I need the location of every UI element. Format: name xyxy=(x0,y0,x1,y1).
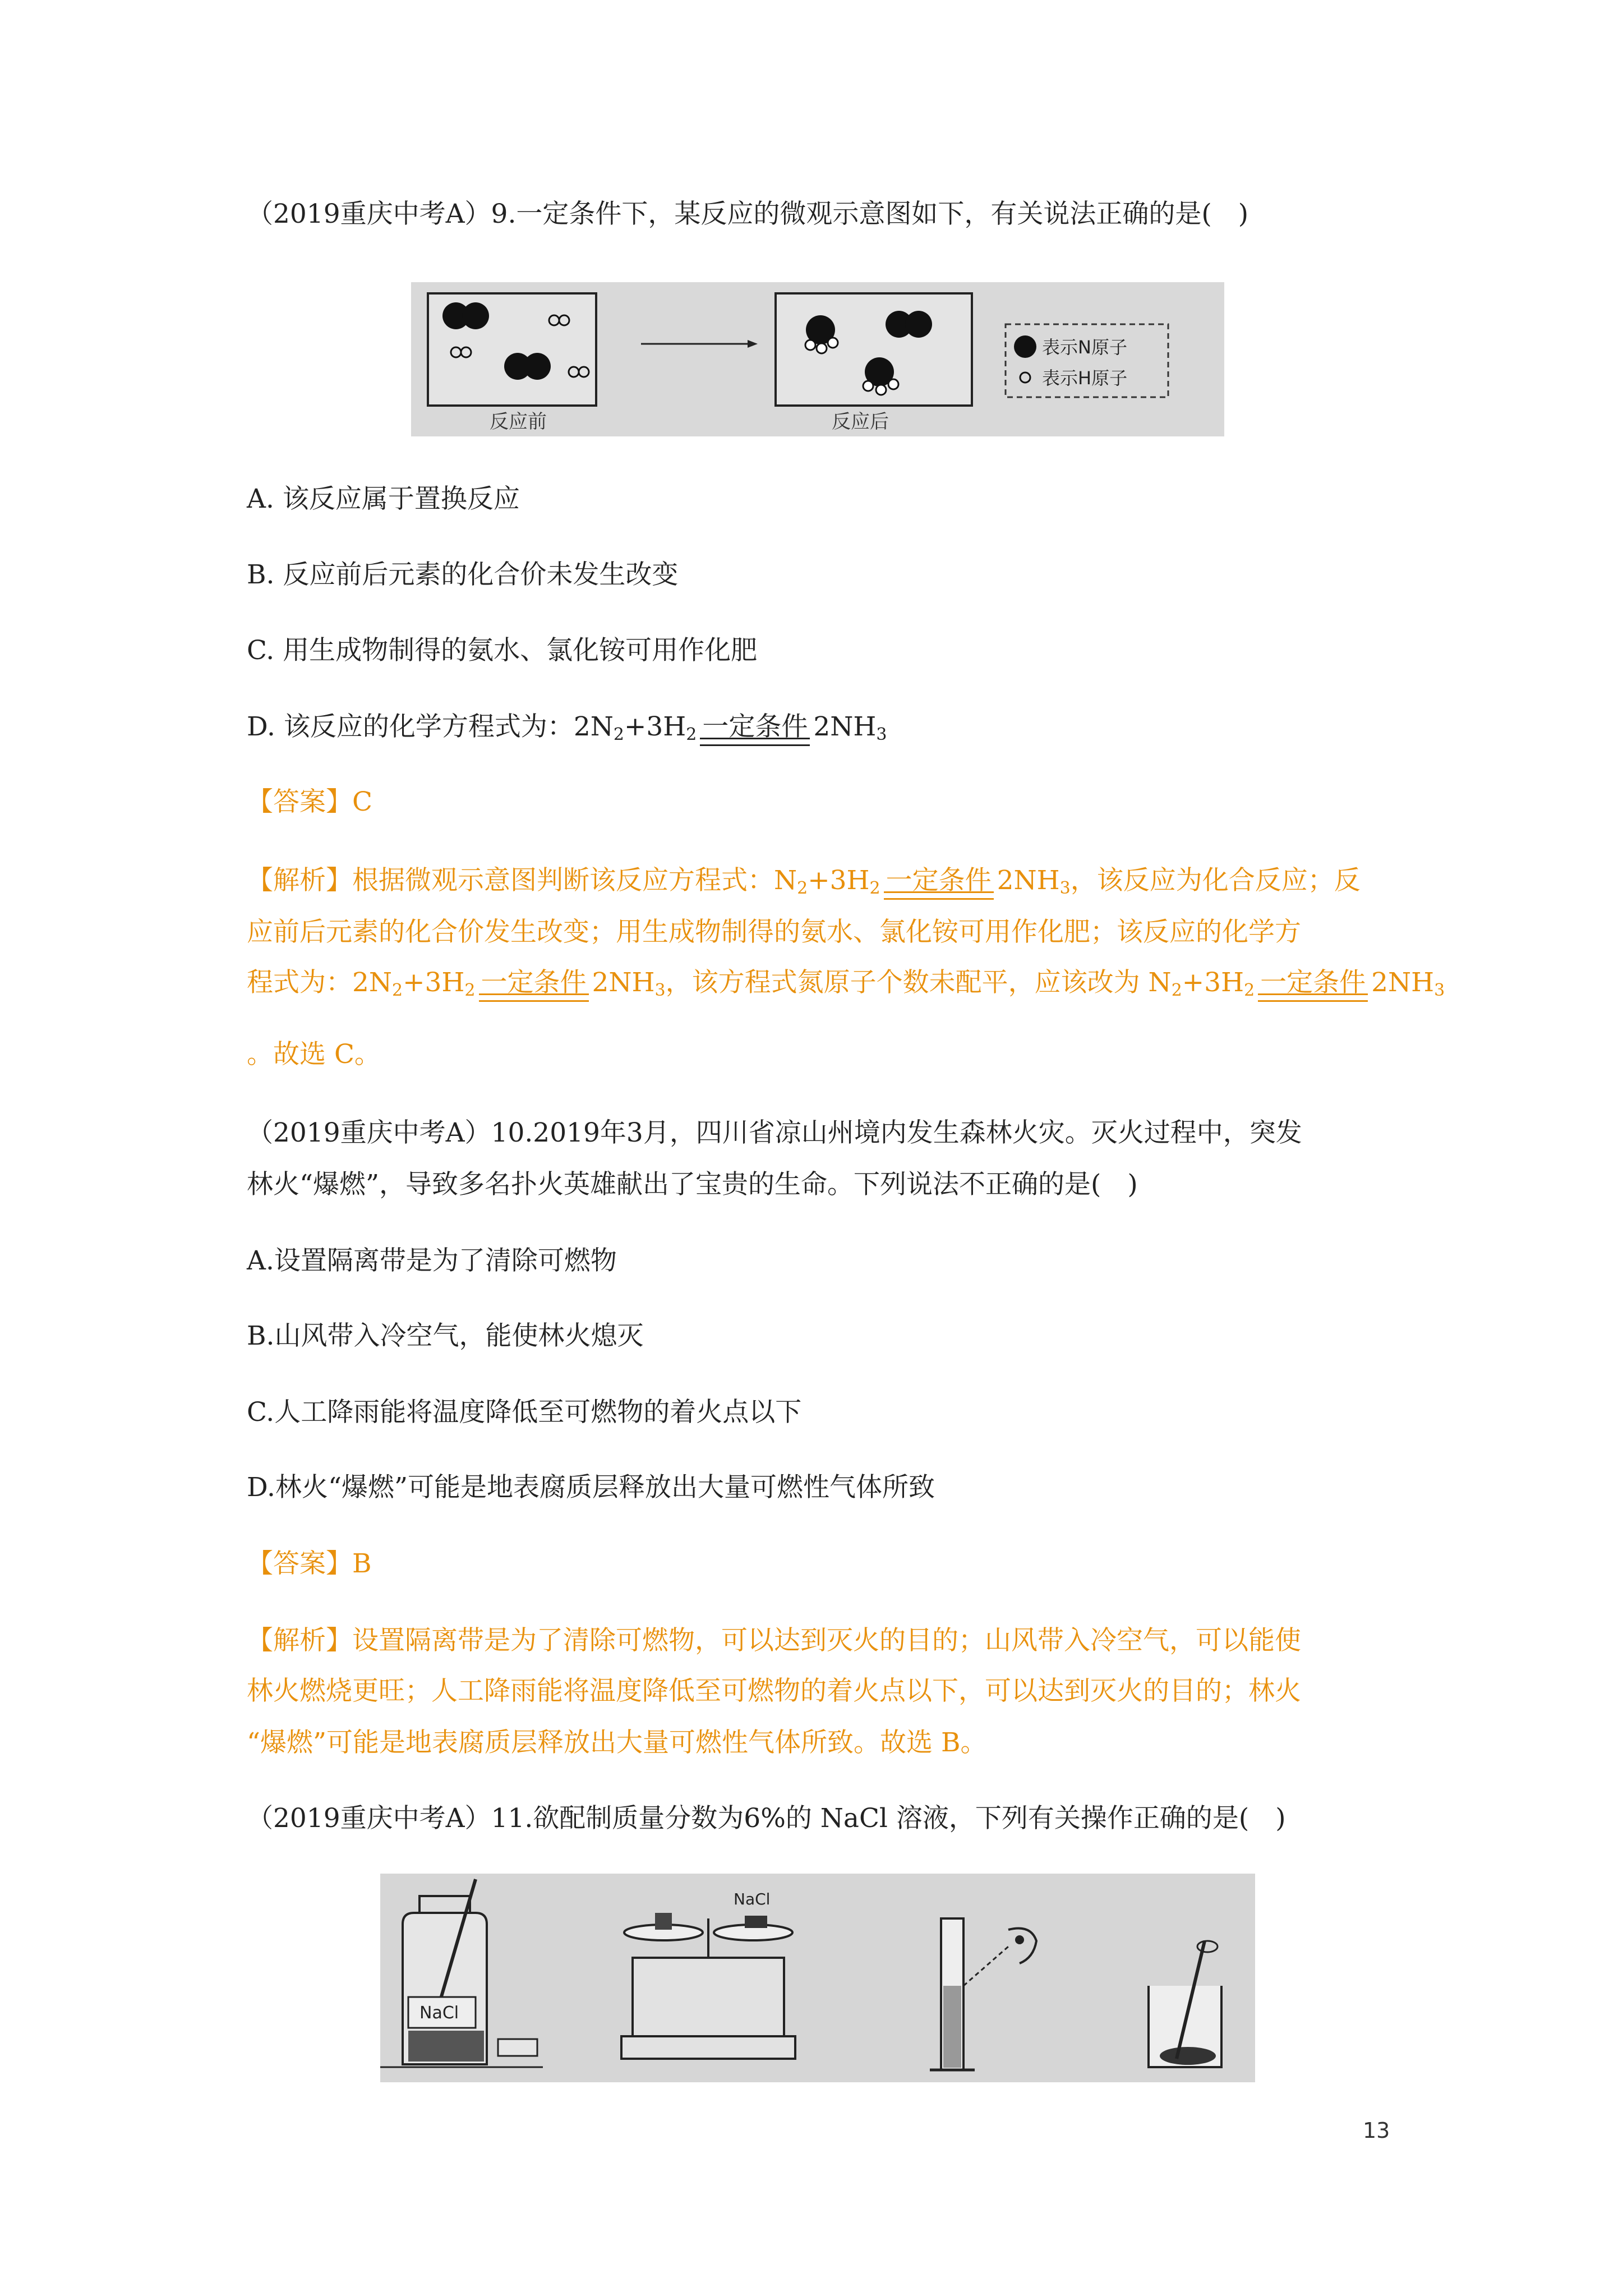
reaction-condition: 一定条件 xyxy=(884,864,994,898)
q9-stem: （2019重庆中考A）9.一定条件下，某反应的微观示意图如下，有关说法正确的是( ) xyxy=(247,199,1249,229)
analysis-text: 设置隔离带是为了清除可燃物，可以达到灭火的目的；山风带入冷空气，可以能使 xyxy=(352,1625,1301,1656)
analysis-text: +3H xyxy=(1182,967,1244,998)
subscript: 2 xyxy=(869,878,880,898)
subscript: 2 xyxy=(1244,981,1255,1000)
q9-option-b: B. 反应前后元素的化合价未发生改变 xyxy=(247,559,679,590)
q11-stem: （2019重庆中考A）11.欲配制质量分数为6%的 NaCl 溶液，下列有关操作正确的是( ) xyxy=(247,1803,1286,1834)
page-number: 13 xyxy=(1363,2118,1390,2143)
q9-analysis-line-3 xyxy=(247,966,1445,1007)
q9-option-d-mid: +3H xyxy=(624,711,686,742)
q9-option-a: A. 该反应属于置换反应 xyxy=(247,484,520,514)
q10-analysis-line-3: “爆燃”可能是地表腐质层释放出大量可燃性气体所致。故选 B。 xyxy=(247,1727,987,1758)
analysis-text: ，该反应为化合反应；反 xyxy=(1070,865,1361,896)
subscript: 2 xyxy=(464,981,476,1000)
q9-option-d-prefix: D. 该反应的化学方程式为：2N xyxy=(247,711,614,742)
q10-option-a: A.设置隔离带是为了清除可燃物 xyxy=(247,1245,617,1276)
q9-option-d xyxy=(247,710,887,752)
q10-analysis-line-1 xyxy=(247,1624,1301,1658)
analysis-text: 程式为：2N xyxy=(247,967,393,998)
answer-value: C xyxy=(352,786,372,817)
subscript: 3 xyxy=(654,981,666,1000)
q9-analysis-line-1 xyxy=(247,864,1361,905)
reaction-condition: 一定条件 xyxy=(1258,966,1368,1000)
svg-text:反应前: 反应前 xyxy=(490,411,547,433)
q10-analysis-line-2: 林火燃烧更旺；人工降雨能将温度降低至可燃物的着火点以下，可以达到灭火的目的；林火 xyxy=(247,1676,1301,1706)
analysis-tag: 【解析】 xyxy=(247,865,352,896)
answer-tag: 【答案】 xyxy=(247,786,352,817)
reaction-condition: 一定条件 xyxy=(700,710,810,744)
svg-text:表示H原子: 表示H原子 xyxy=(1042,367,1128,389)
q10-answer xyxy=(247,1547,372,1581)
reaction-condition: 一定条件 xyxy=(479,966,589,1000)
q9-answer xyxy=(247,785,372,819)
analysis-tag: 【解析】 xyxy=(247,1625,352,1656)
subscript: 3 xyxy=(876,725,887,744)
q11-figure xyxy=(380,1874,1255,2082)
q10-stem-line-2: 林火“爆燃”，导致多名扑火英雄献出了宝贵的生命。下列说法不正确的是( ) xyxy=(247,1169,1138,1200)
analysis-text: 2NH xyxy=(997,865,1060,896)
svg-text:NaCl: NaCl xyxy=(419,2003,459,2023)
answer-value: B xyxy=(352,1548,372,1579)
subscript: 2 xyxy=(1171,981,1182,1000)
subscript: 3 xyxy=(1059,878,1071,898)
svg-text:反应后: 反应后 xyxy=(832,411,889,433)
q11-operations-diagram xyxy=(380,1874,1255,2082)
q9-analysis-line-4: 。故选 C。 xyxy=(247,1039,381,1070)
subscript: 2 xyxy=(613,725,625,744)
q9-analysis-line-2: 应前后元素的化合价发生改变；用生成物制得的氨水、氯化铵可用作化肥；该反应的化学方 xyxy=(247,917,1301,947)
subscript: 2 xyxy=(686,725,697,744)
analysis-text: +3H xyxy=(403,967,465,998)
q9-option-c: C. 用生成物制得的氨水、氯化铵可用作化肥 xyxy=(247,635,758,666)
analysis-text: 2NH xyxy=(592,967,655,998)
subscript: 2 xyxy=(392,981,403,1000)
q10-option-d: D.林火“爆燃”可能是地表腐质层释放出大量可燃性气体所致 xyxy=(247,1472,935,1503)
q10-option-b: B.山风带入冷空气，能使林火熄灭 xyxy=(247,1320,644,1351)
analysis-text: +3H xyxy=(808,865,870,896)
q9-figure xyxy=(411,282,1224,436)
svg-text:NaCl: NaCl xyxy=(734,1890,771,1908)
analysis-text: 2NH xyxy=(1371,967,1435,998)
subscript: 3 xyxy=(1434,981,1445,1000)
analysis-text: ，该方程式氮原子个数未配平，应该改为 N xyxy=(665,967,1172,998)
q9-reaction-diagram xyxy=(411,282,1224,436)
q10-option-c: C.人工降雨能将温度降低至可燃物的着火点以下 xyxy=(247,1397,802,1428)
svg-text:表示N原子: 表示N原子 xyxy=(1042,337,1127,358)
q10-stem-line-1: （2019重庆中考A）10.2019年3月，四川省凉山州境内发生森林火灾。灭火过程中，突发 xyxy=(247,1117,1302,1148)
q9-option-d-end: 2NH xyxy=(813,711,877,742)
analysis-text: 根据微观示意图判断该反应方程式：N xyxy=(352,865,797,896)
answer-tag: 【答案】 xyxy=(247,1548,352,1579)
subscript: 2 xyxy=(797,878,808,898)
